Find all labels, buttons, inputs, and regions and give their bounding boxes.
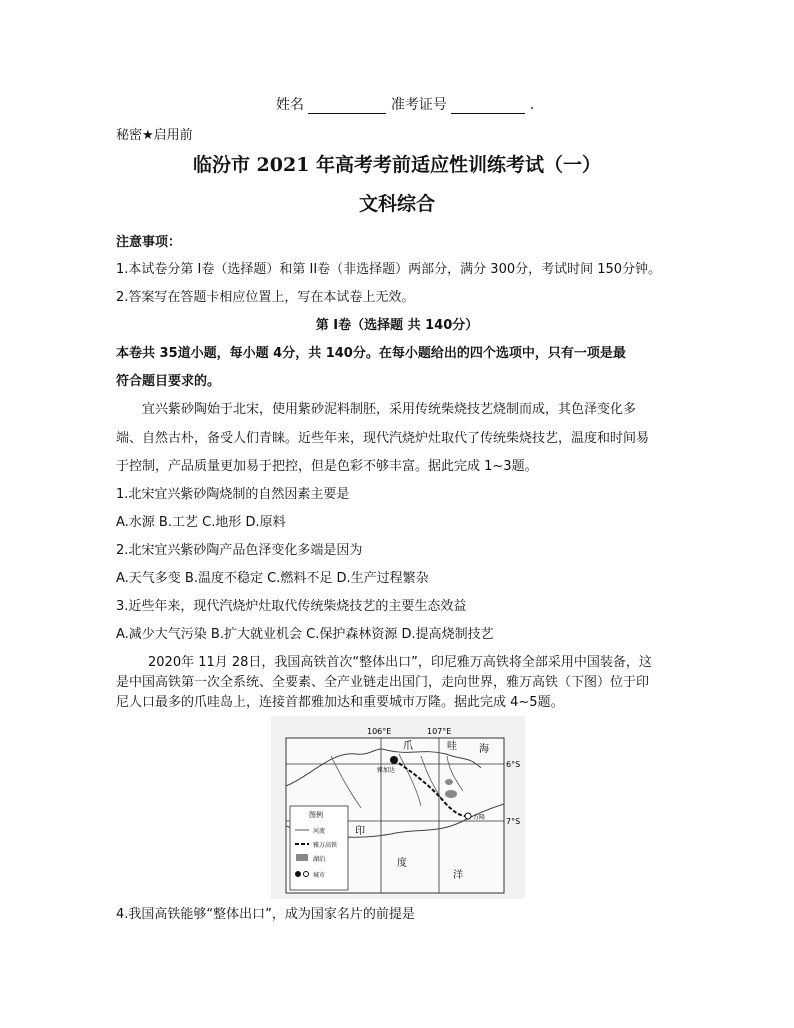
candidate-info-line (276, 94, 534, 114)
id-label: 准考证号 (390, 97, 447, 113)
notice-heading: 注意事项： (116, 235, 182, 250)
lat-label: 7°S (506, 817, 521, 826)
legend-item: 河流 (313, 828, 326, 835)
passage-line: 2020年 11月 28日，我国高铁首次“整体出口”，印尼雅万高铁将全部采用中国装备，这 (148, 655, 652, 670)
ocean-label: 印 (355, 826, 365, 837)
question-options: A.天气多变 B.温度不稳定 C.燃料不足 D.生产过程繁杂 (116, 571, 429, 586)
name-label: 姓名 (276, 97, 304, 113)
city-label: 雅加达 (377, 767, 396, 774)
question-options: A.水源 B.工艺 C.地形 D.原料 (116, 515, 286, 530)
passage-line: 宜兴紫砂陶始于北宋，使用紫砂泥料制胚，采用传统柴烧技艺烧制而成，其色泽变化多 (142, 402, 637, 417)
sea-label: 哇 (447, 741, 457, 752)
id-blank (451, 99, 525, 114)
notice-item: 2.答案写在答题卡相应位置上，写在本试卷上无效。 (116, 290, 415, 305)
secret-label: 秘密★启用前 (116, 128, 193, 143)
passage-line: 于控制，产品质量更加易于把控，但是色彩不够丰富。据此完成 1~3题。 (116, 459, 538, 474)
lon-label: 106°E (367, 727, 392, 736)
sea-label: 爪 (403, 741, 413, 752)
question-options: A.减少大气污染 B.扩大就业机会 C.保护森林资源 D.提高烧制技艺 (116, 627, 494, 642)
lon-label: 107°E (427, 727, 452, 736)
legend-item: 雅万高铁 (313, 842, 338, 849)
question-stem: 2.北宋宜兴紫砂陶产品色泽变化多端是因为 (116, 543, 363, 558)
lat-label: 6°S (506, 760, 521, 769)
section-instructions: 本卷共 35道小题，每小题 4分，共 140分。在每小题给出的四个选项中，只有一项是最 (116, 346, 626, 361)
ocean-label: 度 (397, 858, 407, 869)
name-blank (308, 99, 386, 114)
city-label: 万隆 (473, 814, 486, 821)
map-svg (271, 716, 525, 899)
question-stem: 4.我国高铁能够“整体出口”，成为国家名片的前提是 (116, 907, 415, 922)
question-stem: 1.北宋宜兴紫砂陶烧制的自然因素主要是 (116, 487, 350, 502)
sea-label: 海 (479, 744, 489, 755)
ocean-label: 洋 (453, 870, 463, 881)
exam-subtitle: 文科综合 (358, 193, 435, 215)
passage-line: 是中国高铁第一次全系统、全要素、全产业链走出国门，走向世界，雅万高铁（下图）位于印 (116, 675, 650, 690)
question-stem: 3.近些年来，现代汽烧炉灶取代传统柴烧技艺的主要生态效益 (116, 599, 467, 614)
id-trailing: . (529, 97, 535, 113)
railway-map (271, 716, 525, 899)
exam-title: 临汾市 2021 年高考考前适应性训练考试（一） (192, 154, 602, 176)
passage-line: 端、自然古朴，备受人们青睐。近些年来，现代汽烧炉灶取代了传统柴烧技艺，温度和时间易 (116, 431, 650, 446)
section-heading: 第 I卷（选择题 共 140分） (315, 318, 479, 333)
passage-line: 尼人口最多的爪哇岛上，连接首都雅加达和重要城市万隆。据此完成 4~5题。 (116, 695, 564, 710)
legend-item: 湖泊 (313, 856, 326, 863)
legend-title: 图例 (309, 811, 323, 819)
legend-item: 城市 (313, 872, 326, 879)
section-instructions: 符合题目要求的。 (116, 374, 221, 389)
notice-item: 1.本试卷分第 I卷（选择题）和第 II卷（非选择题）两部分，满分 300分，考试时间 150分钟。 (116, 262, 662, 277)
